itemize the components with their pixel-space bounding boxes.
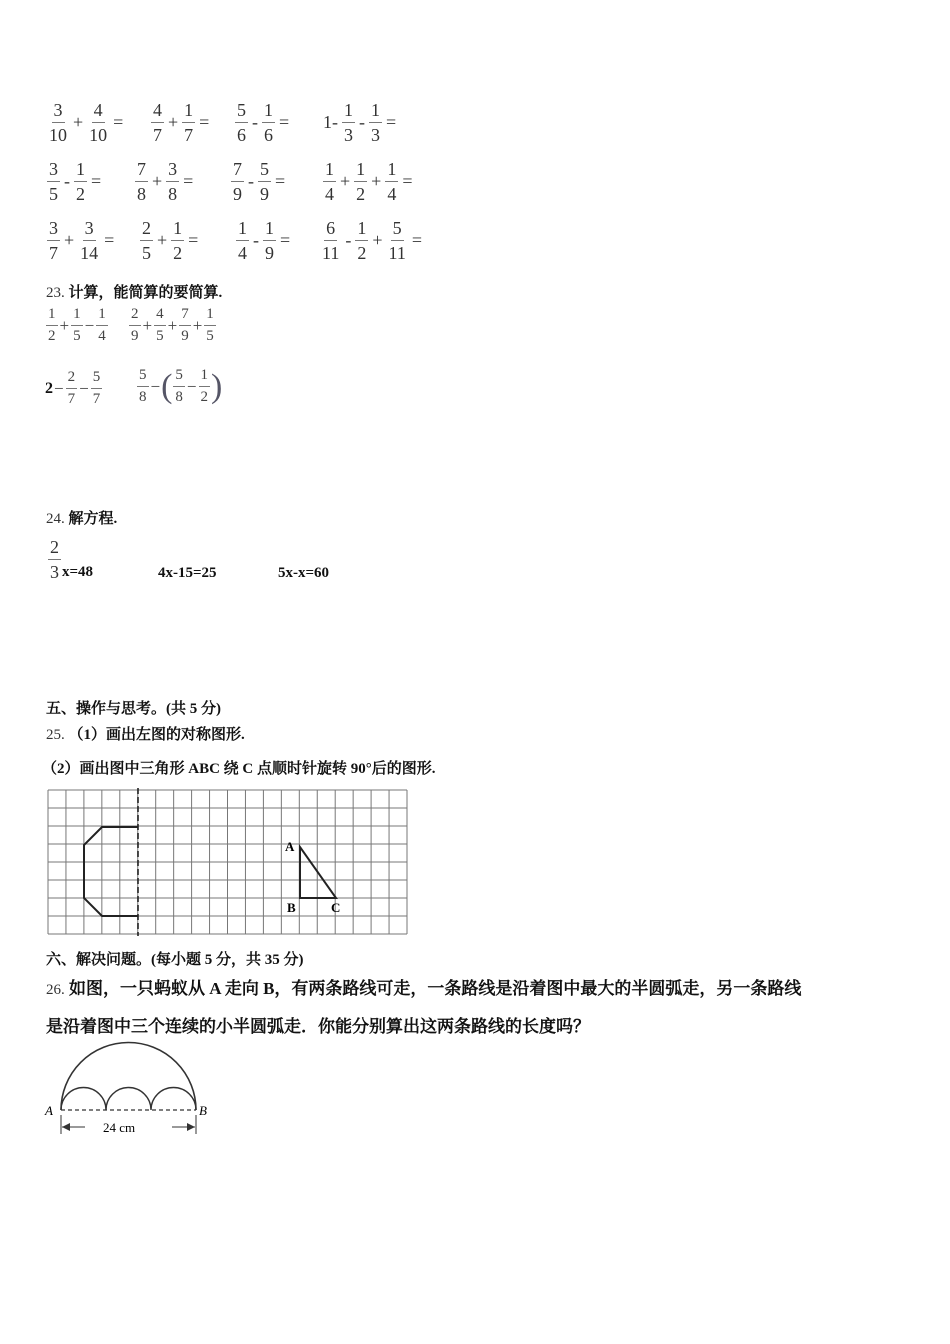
numerator: 1 [71, 307, 83, 326]
operator: − [150, 376, 161, 396]
question-number: 24. [46, 511, 65, 527]
denominator: 2 [173, 242, 183, 263]
operator: - [252, 112, 258, 133]
equation-2: 4x-15=25 [158, 565, 217, 581]
numerator: 1 [199, 368, 211, 387]
operator: + [340, 171, 351, 192]
denominator: 6 [264, 124, 273, 145]
operator: + [168, 112, 179, 133]
denominator: 9 [233, 183, 242, 204]
numerator: 5 [173, 368, 185, 387]
operator: + [167, 315, 178, 335]
question-text: 如图，一只蚂蚁从 A 走向 B，有两条路线可走，一条路线是沿着图中最大的半圆弧走，另一条路线 [69, 979, 802, 998]
operator: = [113, 112, 124, 133]
numerator: 2 [66, 370, 78, 389]
numerator: 3 [47, 219, 60, 241]
label-a: A [285, 839, 295, 854]
point-a-label: A [45, 1103, 53, 1118]
operator: = [91, 171, 102, 192]
parenthesis: ( [161, 367, 173, 405]
question-text: （1）画出左图的对称图形. [68, 727, 245, 743]
numerator: 2 [48, 538, 61, 560]
numerator: 3 [166, 160, 179, 182]
arrowhead-right [187, 1123, 195, 1131]
numerator: 4 [151, 101, 164, 123]
numerator: 3 [83, 219, 96, 241]
denominator: 2 [357, 242, 367, 263]
denominator: 7 [153, 124, 162, 145]
operator: = [183, 171, 194, 192]
numerator: 1 [342, 101, 355, 123]
operator: = [279, 112, 290, 133]
denominator: 10 [49, 124, 67, 145]
operator: = [280, 230, 291, 251]
denominator: 11 [388, 242, 406, 263]
equation-3: 5x-x=60 [278, 565, 330, 581]
numerator: 5 [258, 160, 271, 182]
denominator: 3 [50, 561, 59, 582]
numerator: 1 [204, 307, 216, 326]
numerator: 1 [96, 307, 108, 326]
denominator: 10 [89, 124, 108, 145]
question-title: 解方程. [68, 511, 118, 527]
operator: + [157, 230, 168, 251]
question-number: 26. [46, 982, 65, 998]
numerator: 7 [135, 160, 148, 182]
operator: = [386, 112, 397, 133]
numerator: 1 [323, 160, 336, 182]
operator: = [402, 171, 413, 192]
denominator: 9 [131, 327, 139, 344]
numerator: 4 [92, 101, 105, 123]
operator: - [248, 171, 254, 192]
denominator: 2 [200, 388, 209, 405]
denominator: 9 [265, 242, 274, 263]
denominator: 2 [356, 183, 366, 204]
numerator: 5 [137, 368, 149, 387]
operator: - [345, 230, 352, 251]
denominator: 5 [142, 242, 151, 263]
denominator: 5 [73, 327, 81, 344]
denominator: 7 [92, 390, 101, 407]
numerator: 1 [262, 101, 275, 123]
operator: 1- [323, 112, 338, 133]
numerator: 1 [182, 101, 195, 123]
numerator: 5 [235, 101, 248, 123]
numerator: 2 [129, 307, 141, 326]
question-title: 计算，能简算的要简算. [68, 285, 223, 301]
operator: − [186, 376, 197, 396]
operator: − [79, 378, 89, 398]
operator: = [199, 112, 210, 133]
parenthesis: ) [211, 367, 223, 405]
denominator: 4 [98, 327, 106, 344]
whole-number: 2 [45, 379, 53, 397]
operator: − [84, 315, 95, 335]
arrowhead-left [62, 1123, 70, 1131]
numerator: 3 [52, 101, 65, 123]
section-6-title: 六、解决问题。(每小题 5 分，共 35 分) [46, 952, 304, 968]
numerator: 7 [179, 307, 191, 326]
numerator: 1 [236, 219, 249, 241]
section-5-title: 五、操作与思考。(共 5 分) [46, 701, 221, 717]
equation-rest: x=48 [62, 564, 94, 581]
operator: − [54, 378, 64, 398]
question-25-part2: （2）画出图中三角形 ABC 绕 C 点顺时针旋转 90°后的图形. [42, 761, 436, 777]
denominator: 8 [175, 388, 183, 405]
question-number: 25. [46, 727, 65, 743]
numerator: 5 [391, 219, 404, 241]
question-26-line1 [46, 974, 801, 999]
denominator: 5 [49, 183, 58, 204]
numerator: 1 [385, 160, 398, 182]
operator: = [104, 230, 115, 251]
denominator: 5 [206, 327, 214, 344]
numerator: 1 [171, 219, 184, 241]
grid-lines [48, 790, 407, 934]
operator: + [59, 315, 70, 335]
numerator: 2 [140, 219, 153, 241]
operator: + [152, 171, 163, 192]
numerator: 5 [91, 370, 103, 389]
operator: + [142, 315, 153, 335]
denominator: 8 [137, 183, 146, 204]
operator: = [188, 230, 199, 251]
denominator: 7 [49, 242, 58, 263]
operator: - [64, 171, 70, 192]
operator: + [73, 112, 84, 133]
denominator: 3 [344, 124, 353, 145]
small-semicircles [61, 1088, 196, 1111]
numerator: 7 [231, 160, 244, 182]
denominator: 4 [238, 242, 247, 263]
operator: + [64, 230, 75, 251]
numerator: 6 [324, 219, 337, 241]
denominator: 3 [371, 124, 380, 145]
operator: + [371, 171, 382, 192]
denominator: 7 [184, 124, 194, 145]
numerator: 3 [47, 160, 60, 182]
denominator: 11 [322, 242, 340, 263]
denominator: 2 [76, 183, 85, 204]
large-semicircle [61, 1043, 196, 1111]
numerator: 1 [46, 307, 58, 326]
question-number: 23. [46, 285, 65, 301]
label-b: B [287, 900, 296, 915]
numerator: 1 [74, 160, 87, 182]
denominator: 7 [67, 390, 76, 407]
point-b-label: B [199, 1103, 207, 1118]
operator: - [253, 230, 259, 251]
triangle-abc [300, 847, 336, 898]
operator: + [192, 315, 203, 335]
denominator: 8 [139, 388, 147, 405]
numerator: 1 [354, 160, 367, 182]
length-label: 24 cm [103, 1120, 136, 1135]
denominator: 6 [237, 124, 246, 145]
denominator: 8 [168, 183, 178, 204]
denominator: 9 [181, 327, 189, 344]
denominator: 9 [260, 183, 269, 204]
numerator: 1 [263, 219, 276, 241]
denominator: 4 [325, 183, 334, 204]
numerator: 1 [369, 101, 382, 123]
label-c: C [331, 900, 341, 915]
denominator: 5 [156, 327, 164, 344]
half-shape [84, 827, 138, 916]
numerator: 1 [355, 219, 368, 241]
question-26-line2: 是沿着图中三个连续的小半圆弧走．你能分别算出这两条路线的长度吗？ [46, 1017, 590, 1036]
denominator: 2 [48, 327, 56, 344]
numerator: 4 [154, 307, 166, 326]
denominator: 4 [387, 183, 397, 204]
operator: + [372, 230, 383, 251]
operator: = [411, 230, 422, 251]
denominator: 14 [80, 242, 99, 263]
operator: - [359, 112, 365, 133]
operator: = [275, 171, 286, 192]
